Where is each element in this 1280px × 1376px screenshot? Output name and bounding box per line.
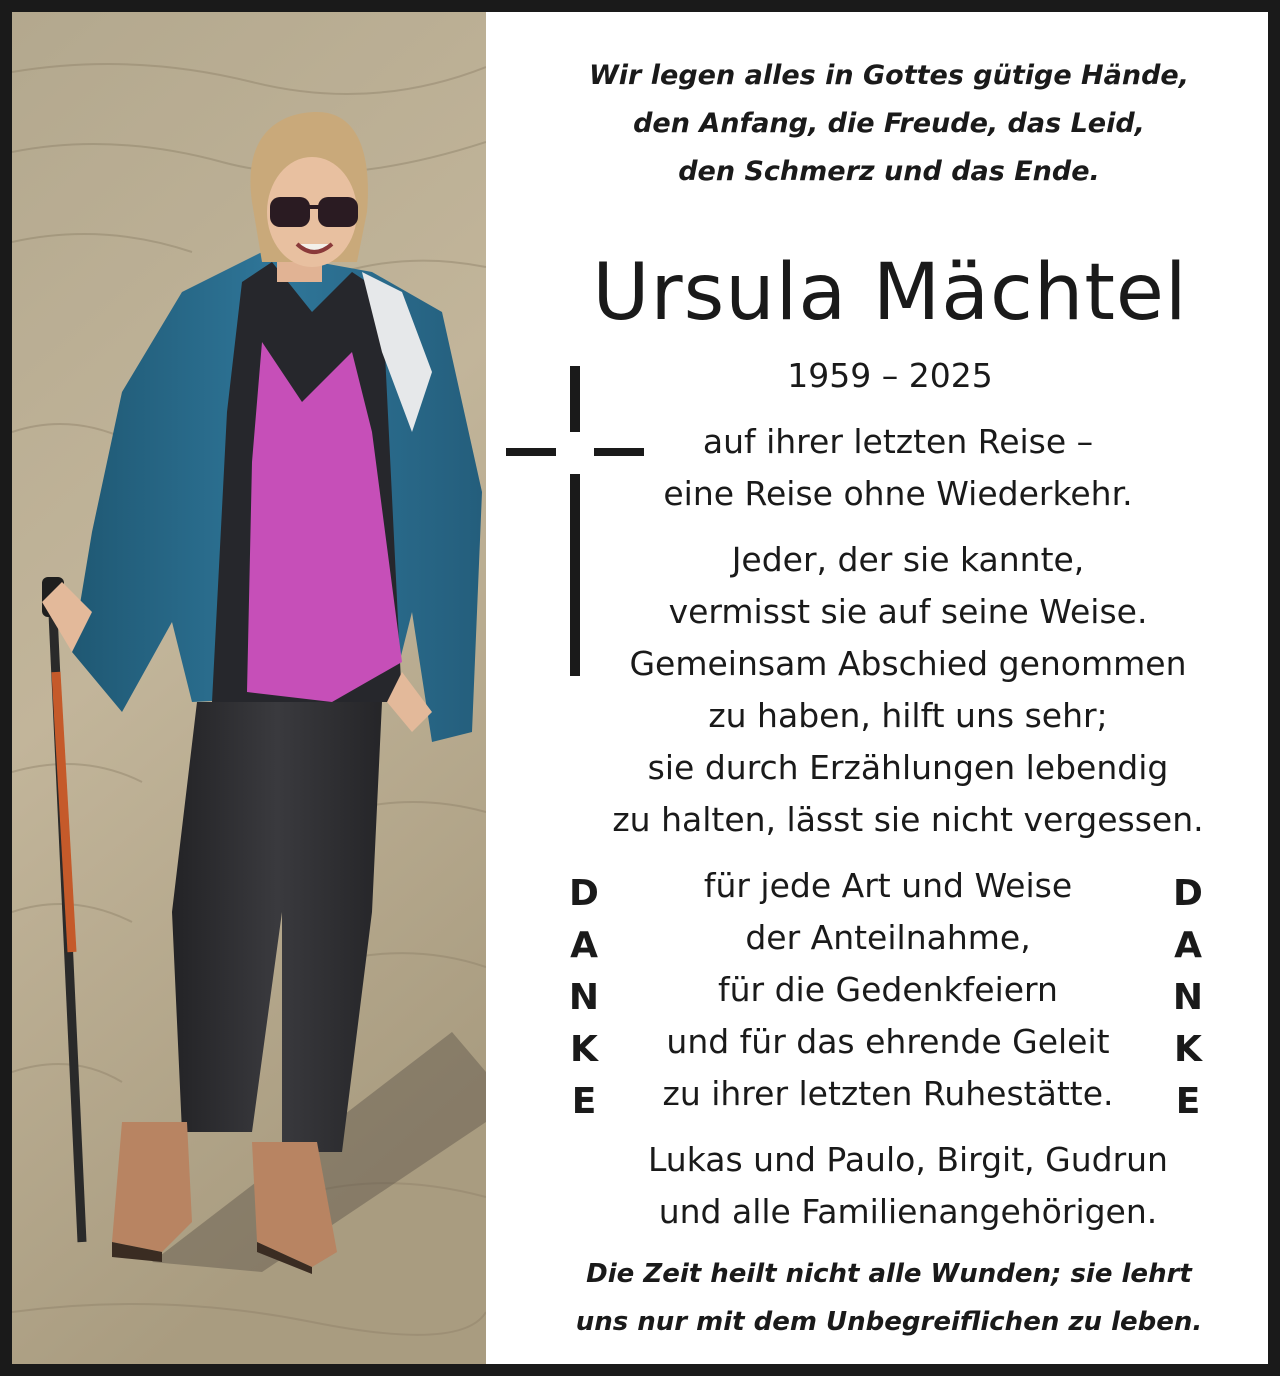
- danke-letter: E: [1175, 1081, 1201, 1122]
- journey-line: eine Reise ohne Wiederkehr.: [663, 474, 1133, 513]
- danke-vertical-right: [1168, 868, 1208, 1128]
- sunglasses-icon: [270, 197, 310, 227]
- memory-line: sie durch Erzählungen lebendig: [647, 748, 1169, 787]
- closing-quote: [498, 1250, 1280, 1346]
- memory-line: zu haben, hilft uns sehr;: [708, 696, 1108, 735]
- thanks-line: zu ihrer letzten Ruhestätte.: [662, 1074, 1114, 1113]
- danke-letter: D: [569, 873, 599, 914]
- journey-text: [598, 416, 1198, 520]
- text-column: [498, 12, 1280, 1364]
- thanks-text: [618, 860, 1158, 1120]
- family-line: und alle Familienangehörigen.: [658, 1192, 1158, 1231]
- thanks-line: für die Gedenkfeiern: [718, 970, 1058, 1009]
- left-boot: [112, 1122, 192, 1252]
- memory-line: zu halten, lässt sie nicht vergessen.: [612, 800, 1204, 839]
- danke-letter: D: [1173, 873, 1203, 914]
- verse-line: Wir legen alles in Gottes gütige Hände,: [589, 60, 1189, 91]
- danke-letter: E: [571, 1081, 597, 1122]
- memory-line: vermisst sie auf seine Weise.: [668, 592, 1148, 631]
- life-years: 1959 – 2025: [787, 356, 993, 395]
- family-line: Lukas und Paulo, Birgit, Gudrun: [648, 1140, 1168, 1179]
- danke-letter: K: [570, 1029, 598, 1070]
- family-signature: [558, 1134, 1258, 1238]
- thanks-line: und für das ehrende Geleit: [666, 1022, 1110, 1061]
- journey-line: auf ihrer letzten Reise –: [702, 422, 1094, 461]
- opening-verse: [498, 52, 1280, 196]
- danke-letter: A: [1174, 925, 1202, 966]
- danke-letter: K: [1174, 1029, 1202, 1070]
- memory-line: Gemeinsam Abschied genommen: [629, 644, 1187, 683]
- memory-text: [558, 534, 1258, 846]
- closing-quote-line: Die Zeit heilt nicht alle Wunden; sie lehrt: [586, 1259, 1192, 1289]
- verse-line: den Anfang, die Freude, das Leid,: [633, 108, 1145, 139]
- thanks-line: für jede Art und Weise: [703, 866, 1073, 905]
- thanks-line: der Anteilnahme,: [745, 918, 1031, 957]
- portrait-photo: [12, 12, 486, 1364]
- danke-vertical-left: [564, 868, 604, 1128]
- danke-letter: N: [568, 977, 600, 1018]
- memory-line: Jeder, der sie kannte,: [731, 540, 1085, 579]
- danke-letter: N: [1172, 977, 1204, 1018]
- verse-line: den Schmerz und das Ende.: [678, 156, 1100, 187]
- closing-quote-line: uns nur mit dem Unbegreiflichen zu leben.: [575, 1307, 1203, 1337]
- deceased-name: Ursula Mächtel: [592, 248, 1188, 338]
- danke-letter: A: [570, 925, 598, 966]
